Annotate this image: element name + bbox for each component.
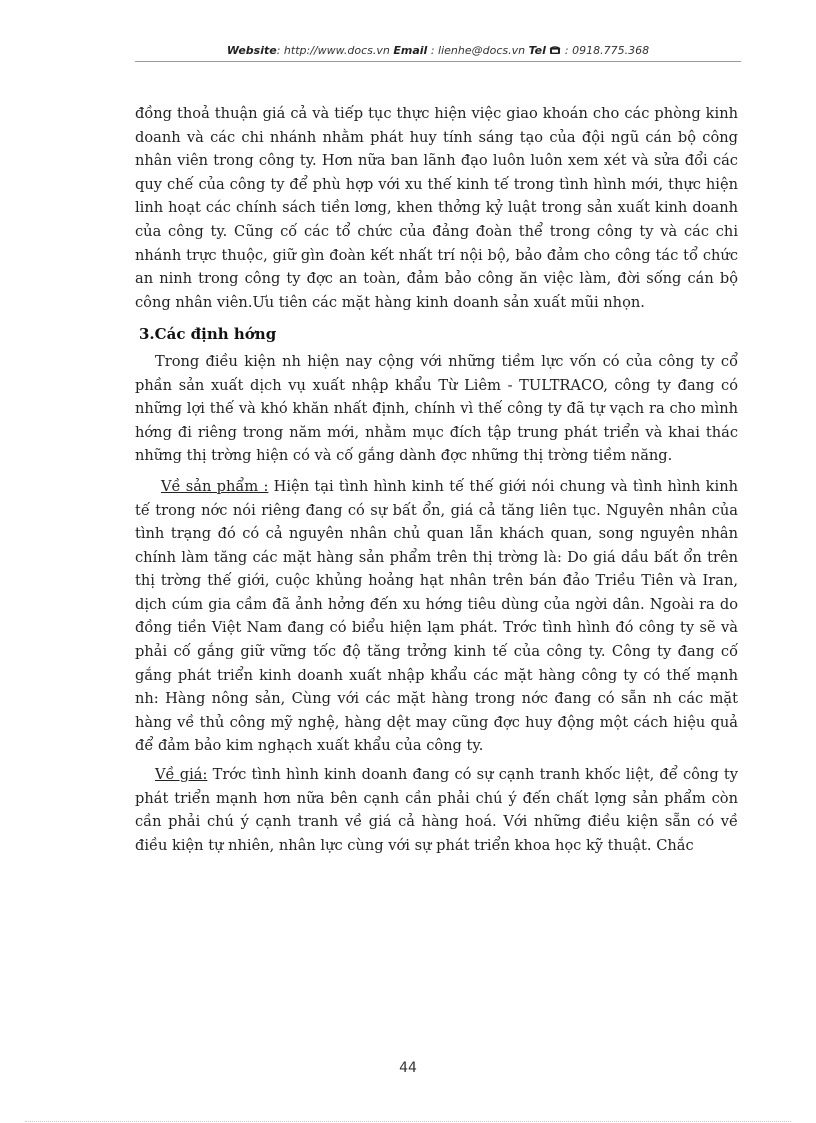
email-label: Email	[393, 44, 428, 57]
website-link[interactable]: : http://www.docs.vn	[276, 44, 390, 57]
phone-icon	[549, 44, 565, 57]
paragraph-product	[135, 475, 738, 758]
price-label: Về giá:	[155, 766, 208, 784]
section-heading: 3.Các định hớng	[139, 325, 277, 344]
price-text: Trớc tình hình kinh doanh đang có sự cạnh tranh khốc liệt, để công ty phát triển mạnh hơn nữa bên cạnh cần phải chú ý đến chất lợng sản phẩm còn cần phải chú ý cạnh tranh về giá cả hàng hoá. Với những điều kiện sẵn có về điều kiện tự nhiên, nhân lực cùng với sự phát triển khoa học kỹ thuật. Chắc	[135, 766, 738, 854]
paragraph-2: Trong điều kiện nh hiện nay cộng với những tiềm lực vốn có của công ty cổ phần sản xuất dịch vụ xuất nhập khẩu Từ Liêm - TULTRACO, công ty đang có những lợi thế và khó khăn nhất định, chính vì thế công ty đã tự vạch ra cho mình hớng đi riêng trong năm mới, nhằm mục đích tập trung phát triển và khai thác những thị trờng hiện có và cố gắng dành đợc những thị trờng tiềm năng.	[135, 352, 738, 465]
paragraph-1: đồng thoả thuận giá cả và tiếp tục thực hiện việc giao khoán cho các phòng kinh doanh và các chi nhánh nhằm phát huy tính sáng tạo của đội ngũ cán bộ công nhân viên trong công ty. Hơn nữa ban lãnh đạo luôn luôn xem xét và sửa đổi các quy chế của công ty để phù hợp với xu thế kinh tế trong tình hình mới, thực hiện linh hoạt các chính sách tiền lơng, khen thởng kỷ luật trong sản xuất kinh doanh của công ty. Cũng cố các tổ chức của đảng đoàn thể trong công ty và các chi nhánh trực thuộc, giữ gìn đoàn kết nhất trí nội bộ, bảo đảm cho công tác tổ chức an ninh trong công ty đợc an toàn, đảm bảo công ăn việc làm, đời sống cán bộ công nhân viên.Ưu tiên các mặt hàng kinh doanh sản xuất mũi nhọn.	[135, 105, 738, 311]
page-bottom-border	[25, 1121, 791, 1122]
page-header	[135, 44, 741, 62]
page-number: 44	[399, 1060, 417, 1076]
document-body	[135, 102, 738, 857]
paragraph-price	[135, 763, 738, 857]
product-text: Hiện tại tình hình kinh tế thế giới nói chung và tình hình kinh tế trong nớc nói riêng đang có sự bất ổn, giá cả tăng liên tục. Nguyên nhân của tình trạng đó có cả nguyên nhân chủ quan lẫn khách quan, song nguyên nhân chính làm tăng các mặt hàng sản phẩm trên thị trờng là: Do giá dầu bất ổn trên thị trờng thế giới, cuộc khủng hoảng hạt nhân trên bán đảo Triều Tiên và Iran, dịch cúm gia cầm đã ảnh hởng đến xu hớng tiêu dùng của ngời dân. Ngoài ra do đồng tiền Việt Nam đang có biểu hiện lạm phát. Trớc tình hình đó công ty sẽ và phải cố gắng giữ vững tốc độ tăng trởng kinh tế của công ty. Công ty đang cố gắng phát triển kinh doanh xuất nhập khẩu các mặt hàng công ty có thế mạnh nh: Hàng nông sản, Cùng với các mặt hàng trong nớc đang có sẵn nh các mặt hàng về thủ công mỹ nghệ, hàng dệt may cũng đợc huy động một cách hiệu quả để đảm bảo kim nghạch xuất khẩu của công ty.	[135, 477, 738, 755]
tel-value: : 0918.775.368	[564, 44, 650, 57]
tel-label: Tel	[528, 44, 546, 57]
website-label: Website	[226, 44, 277, 57]
product-label: Về sản phẩm :	[161, 477, 269, 495]
email-link[interactable]: : lienhe@docs.vn	[430, 44, 526, 57]
